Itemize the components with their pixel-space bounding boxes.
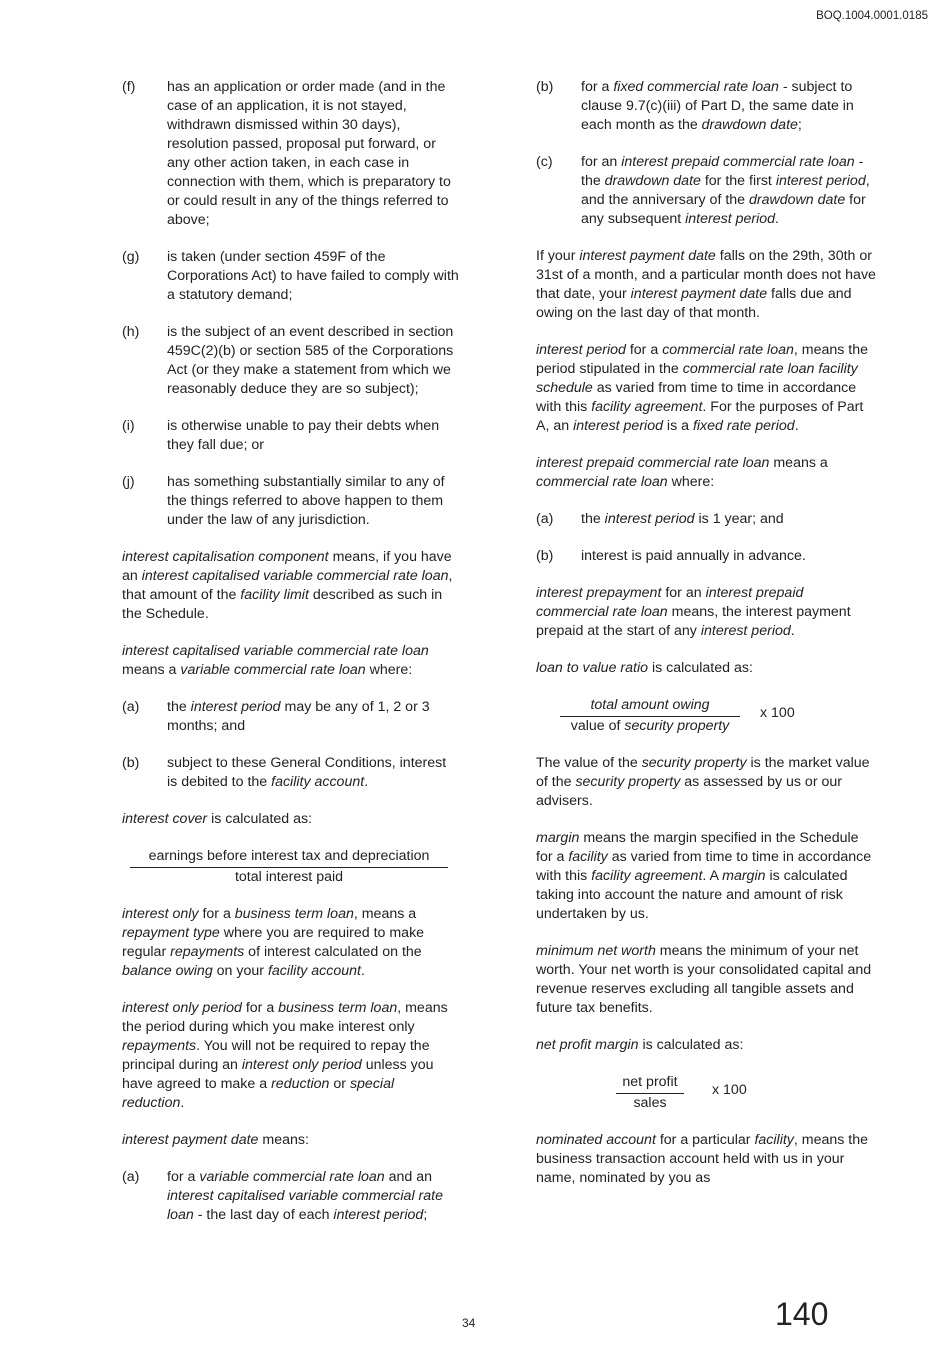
definition-interest-cover: interest cover is calculated as: [122,811,313,827]
definition-interest-prepaid-loan: interest prepaid commercial rate loan means a commercial rate loan where: [536,455,828,490]
document-page-stamp: 140 [775,1296,829,1332]
definition-interest-only-period: interest only period for a business term loan, means the period during which you make interest only repayments. You will not be required to repay the principal during an interest only period unless you have agreed to make a reduction or special reduction. [122,1000,448,1111]
formula-multiplier: x 100 [760,705,795,721]
definition-loan-to-value-ratio: loan to value ratio is calculated as: [536,660,753,676]
list-item-icv-a: (a) the interest period may be any of 1, 2 or 3 months; and [122,699,430,734]
paragraph-payment-date-note: If your interest payment date falls on the 29th, 30th or 31st of a month, and a particular month does not have that date, your interest payment date falls due and owing on the last day of that month. [536,248,876,321]
document-id: BOQ.1004.0001.0185 [816,10,928,22]
definition-minimum-net-worth: minimum net worth means the minimum of your net worth. Your net worth is your consolidated capital and revenue reserves excluding all tangible assets and future tax benefits. [536,943,872,1016]
definition-nominated-account: nominated account for a particular facility, means the business transaction account held with us in your name, nominated by you as [536,1132,869,1186]
definition-margin: margin means the margin specified in the Schedule for a facility as varied from time to time in accordance with this facility agreement. A margin is calculated taking into account the nature and amount of risk undertaken by us. [536,830,872,922]
formula-multiplier: x 100 [712,1082,747,1098]
formula-numerator: net profit [616,1073,684,1094]
list-item-g: (g) is taken (under section 459F of the Corporations Act) to have failed to comply with a statutory demand; [122,249,459,303]
formula-numerator: total amount owing [560,696,740,717]
list-item-j: (j) has something substantially similar to any of the things referred to above happen to them under the law of any jurisdiction. [122,474,445,528]
lvr-formula [536,696,876,736]
paragraph-security-value: The value of the security property is the market value of the security property as assessed by us or our advisers. [536,755,870,809]
formula-denominator: total interest paid [234,869,344,885]
left-column [122,78,460,1243]
list-item-iprep-b: (b) interest is paid annually in advance. [536,548,806,564]
list-item-ipd-b: (b) for a fixed commercial rate loan - subject to clause 9.7(c)(iii) of Part D, the same date in each month as the drawdown date; [536,79,854,133]
right-column [536,78,876,1206]
list-item-ipd-a: (a) for a variable commercial rate loan and an interest capitalised variable commercial rate loan - the last day of each interest period; [122,1169,443,1223]
list-item-ipd-c: (c) for an interest prepaid commercial rate loan - the drawdown date for the first interest period, and the anniversary of the drawdown date for any subsequent interest period. [536,154,870,227]
definition-interest-period: interest period for a commercial rate loan, means the period stipulated in the commercial rate loan facility schedule as varied from time to time in accordance with this facility agreement. For the purposes of Part A, an interest period is a fixed rate period. [536,342,869,434]
npm-formula [536,1073,876,1113]
definition-net-profit-margin: net profit margin is calculated as: [536,1037,744,1053]
definition-interest-capitalisation-component: interest capitalisation component means, if you have an interest capitalised variable commercial rate loan, that amount of the facility limit described as such in the Schedule. [122,549,453,622]
list-item-i: (i) is otherwise unable to pay their debts when they fall due; or [122,418,440,453]
definition-interest-capitalised-loan: interest capitalised variable commercial rate loan means a variable commercial rate loan where: [122,643,429,678]
formula-numerator: earnings before interest tax and depreciation [130,847,448,868]
list-item-f: (f) has an application or order made (and in the case of an application, it is not stayed, withdrawn dismissed within 30 days), resolution passed, proposal put forward, or any other action taken, in each case in connection with them, which is preparatory to or could result in any of the things referred to above; [122,79,451,228]
formula-denominator: value of security property [570,718,730,734]
page-number: 34 [462,1316,476,1330]
interest-cover-formula [122,847,460,887]
list-item-h: (h) is the subject of an event described in section 459C(2)(b) or section 585 of the Corporations Act (or they make a statement from which we reasonably deduce they are so subject); [122,324,454,397]
definition-interest-payment-date: interest payment date means: [122,1132,309,1148]
list-item-icv-b: (b) subject to these General Conditions, interest is debited to the facility account. [122,755,447,790]
list-item-iprep-a: (a) the interest period is 1 year; and [536,511,784,527]
definition-interest-prepayment: interest prepayment for an interest prepaid commercial rate loan means, the interest payment prepaid at the start of any interest period. [536,585,851,639]
formula-denominator: sales [633,1095,667,1111]
definition-interest-only: interest only for a business term loan, means a repayment type where you are required to make regular repayments of interest calculated on the balance owing on your facility account. [122,906,425,979]
